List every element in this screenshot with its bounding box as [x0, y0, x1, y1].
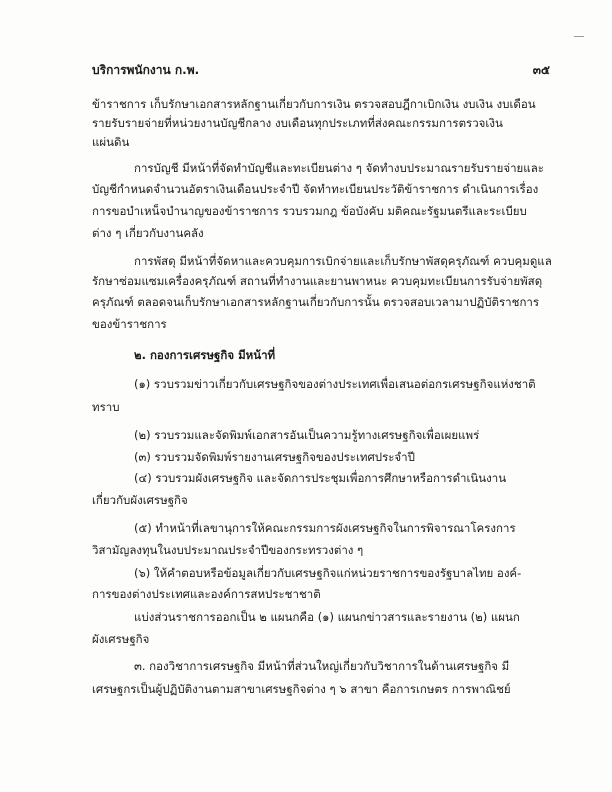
division-heading-economic-research: ๓. กองวิชาการเศรษฐกิจ มีหน้าที่ส่วนใหญ่เกี่ยวกับวิชาการในด้านเศรษฐกิจ มี — [134, 659, 510, 673]
body-line: ของข้าราชการ — [92, 317, 167, 331]
running-header-title: บริการพนักงาน ก.พ. — [92, 63, 200, 77]
body-line: ข้าราชการ เก็บรักษาเอกสารหลักฐานเกี่ยวกับการเงิน ตรวจสอบฎีกาเบิกเงิน งบเงิน งบเดือน — [92, 97, 536, 111]
body-line: ทราบ — [92, 400, 120, 414]
body-line: วิสามัญลงทุนในงบประมาณประจำปีของกระทรวงต่าง ๆ — [92, 543, 364, 557]
list-item: (๓) รวบรวมจัดพิมพ์รายงานเศรษฐกิจของประเทศประจำปี — [134, 450, 415, 464]
body-line: รักษาซ่อมแซมเครื่องครุภัณฑ์ สถานที่ทำงานและยานพาหนะ ควบคุมทะเบียนการรับจ่ายพัสดุ — [92, 274, 543, 288]
body-line: บัญชีกำหนดจำนวนอัตราเงินเดือนประจำปี จัดทำทะเบียนประวัติข้าราชการ ดำเนินการเรื่อง — [92, 182, 539, 196]
body-line: เศรษฐกรเป็นผู้ปฏิบัติงานตามสาขาเศรษฐกิจต่าง ๆ ๖ สาขา คือการเกษตร การพาณิชย์ — [92, 682, 511, 696]
body-line: แบ่งส่วนราชการออกเป็น ๒ แผนกคือ (๑) แผนกข่าวสารและรายงาน (๒) แผนก — [134, 610, 520, 624]
body-line: ต่าง ๆ เกี่ยวกับงานคลัง — [92, 226, 204, 240]
body-line: รายรับรายจ่ายที่หน่วยงานบัญชีกลาง งบเดือนทุกประเภทที่ส่งคณะกรรมการตรวจเงิน — [92, 116, 503, 130]
page-number: ๓๕ — [532, 63, 550, 77]
list-item: (๕) ทำหน้าที่เลขานุการให้คณะกรรมการผังเศรษฐกิจในการพิจารณาโครงการ — [134, 521, 516, 535]
section-heading-accounting: การบัญชี มีหน้าที่จัดทำบัญชีและทะเบียนต่าง ๆ จัดทำงบประมาณรายรับรายจ่ายและ — [134, 161, 544, 175]
list-item: (๒) รวบรวมและจัดพิมพ์เอกสารอันเป็นความรู้ทางเศรษฐกิจเพื่อเผยแพร่ — [134, 428, 480, 442]
list-item: (๔) รวบรวมผังเศรษฐกิจ และจัดการประชุมเพื่อการศึกษาหรือการดำเนินงาน — [134, 471, 507, 485]
body-line: แผ่นดิน — [92, 135, 130, 149]
scan-speck — [574, 36, 584, 37]
list-item: (๑) รวบรวมข่าวเกี่ยวกับเศรษฐกิจของต่างประเทศเพื่อเสนอต่อกรเศรษฐกิจแห่งชาติ — [134, 377, 536, 391]
list-item: (๖) ให้คำตอบหรือข้อมูลเกี่ยวกับเศรษฐกิจแก่หน่วยราชการของรัฐบาลไทย องค์- — [134, 566, 522, 580]
body-line: เกี่ยวกับผังเศรษฐกิจ — [92, 493, 188, 507]
body-line: ครุภัณฑ์ ตลอดจนเก็บรักษาเอกสารหลักฐานเกี่ยวกับการนั้น ตรวจสอบเวลามาปฏิบัติราชการ — [92, 295, 540, 309]
body-line: การของต่างประเทศและองค์การสหประชาชาติ — [92, 587, 321, 601]
body-line: การขอบำเหน็จบำนาญของข้าราชการ รวบรวมกฎ ข้อบังคับ มติคณะรัฐมนตรีและระเบียบ — [92, 204, 527, 218]
section-heading-supplies: การพัสดุ มีหน้าที่จัดหาและควบคุมการเบิกจ่ายและเก็บรักษาพัสดุครุภัณฑ์ ควบคุมดูแล — [134, 254, 552, 268]
division-heading-economic-affairs: ๒. กองการเศรษฐกิจ มีหน้าที่ — [134, 348, 276, 362]
body-line: ผังเศรษฐกิจ — [92, 632, 150, 646]
